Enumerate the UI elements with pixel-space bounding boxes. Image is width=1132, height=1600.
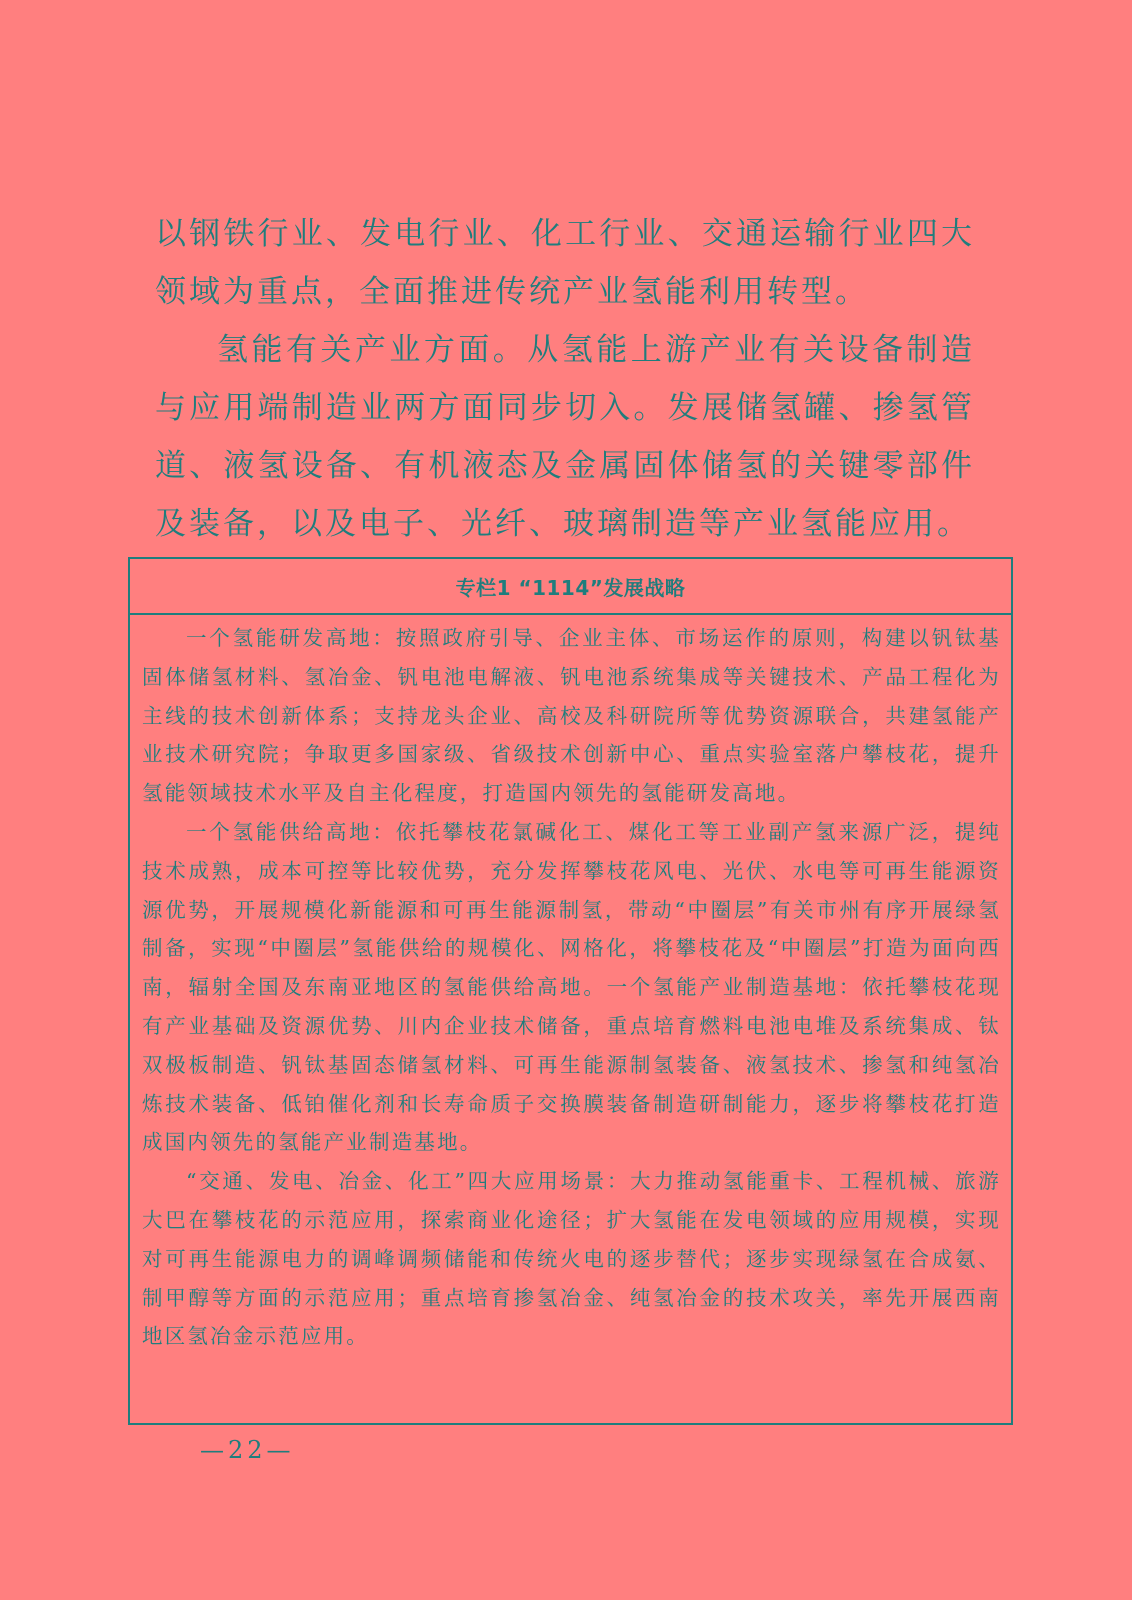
sidebar-box-body bbox=[130, 615, 1011, 1356]
box-paragraph-supply-highland: 一个氢能供给高地：依托攀枝花氯碱化工、煤化工等工业副产氢来源广泛，提纯技术成熟，成本可控等比较优势，充分发挥攀枝花风电、光伏、水电等可再生能源资源优势，开展规模化新能源和可再生能源制氢，带动“中圈层”有关市州有序开展绿氢制备，实现“中圈层”氢能供给的规模化、网格化，将攀枝花及“中圈层”打造为面向西南，辐射全国及东南亚地区的氢能供给高地。一个氢能产业制造基地：依托攀枝花现有产业基础及资源优势、川内企业技术储备，重点培育燃料电池电堆及系统集成、钛双极板制造、钒钛基固态储氢材料、可再生能源制氢装备、液氢技术、掺氢和纯氢冶炼技术装备、低铂催化剂和长寿命质子交换膜装备制造研制能力，逐步将攀枝花打造成国内领先的氢能产业制造基地。 bbox=[142, 819, 1001, 1155]
sidebar-box-title: 专栏1 “1114”发展战略 bbox=[130, 559, 1011, 615]
box-paragraph-application-scenarios: “交通、发电、冶金、化工”四大应用场景：大力推动氢能重卡、工程机械、旅游大巴在攀枝花的示范应用，探索商业化途径；扩大氢能在发电领域的应用规模，实现对可再生能源电力的调峰调频储能和传统火电的逐步替代；逐步实现绿氢在合成氨、制甲醇等方面的示范应用；重点培育掺氢冶金、纯氢冶金的技术攻关，率先开展西南地区氢冶金示范应用。 bbox=[142, 1169, 1001, 1349]
box-paragraph-rd-highland: 一个氢能研发高地：按照政府引导、企业主体、市场运作的原则，构建以钒钛基固体储氢材料、氢冶金、钒电池电解液、钒电池系统集成等关键技术、产品工程化为主线的技术创新体系；支持龙头企业、高校及科研院所等优势资源联合，共建氢能产业技术研究院；争取更多国家级、省级技术创新中心、重点实验室落户攀枝花，提升氢能领域技术水平及自主化程度，打造国内领先的氢能研发高地。 bbox=[142, 626, 1001, 806]
sidebar-box-1114-strategy bbox=[128, 557, 1013, 1425]
body-paragraph-1: 以钢铁行业、发电行业、化工行业、交通运输行业四大领域为重点，全面推进传统产业氢能利用转型。 bbox=[155, 216, 975, 310]
body-paragraph-2: 氢能有关产业方面。从氢能上游产业有关设备制造与应用端制造业两方面同步切入。发展储氢罐、掺氢管道、液氢设备、有机液态及金属固体储氢的关键零部件及装备，以及电子、光纤、玻璃制造等产业氢能应用。 bbox=[155, 332, 975, 542]
page-number: —22— bbox=[200, 1436, 295, 1464]
